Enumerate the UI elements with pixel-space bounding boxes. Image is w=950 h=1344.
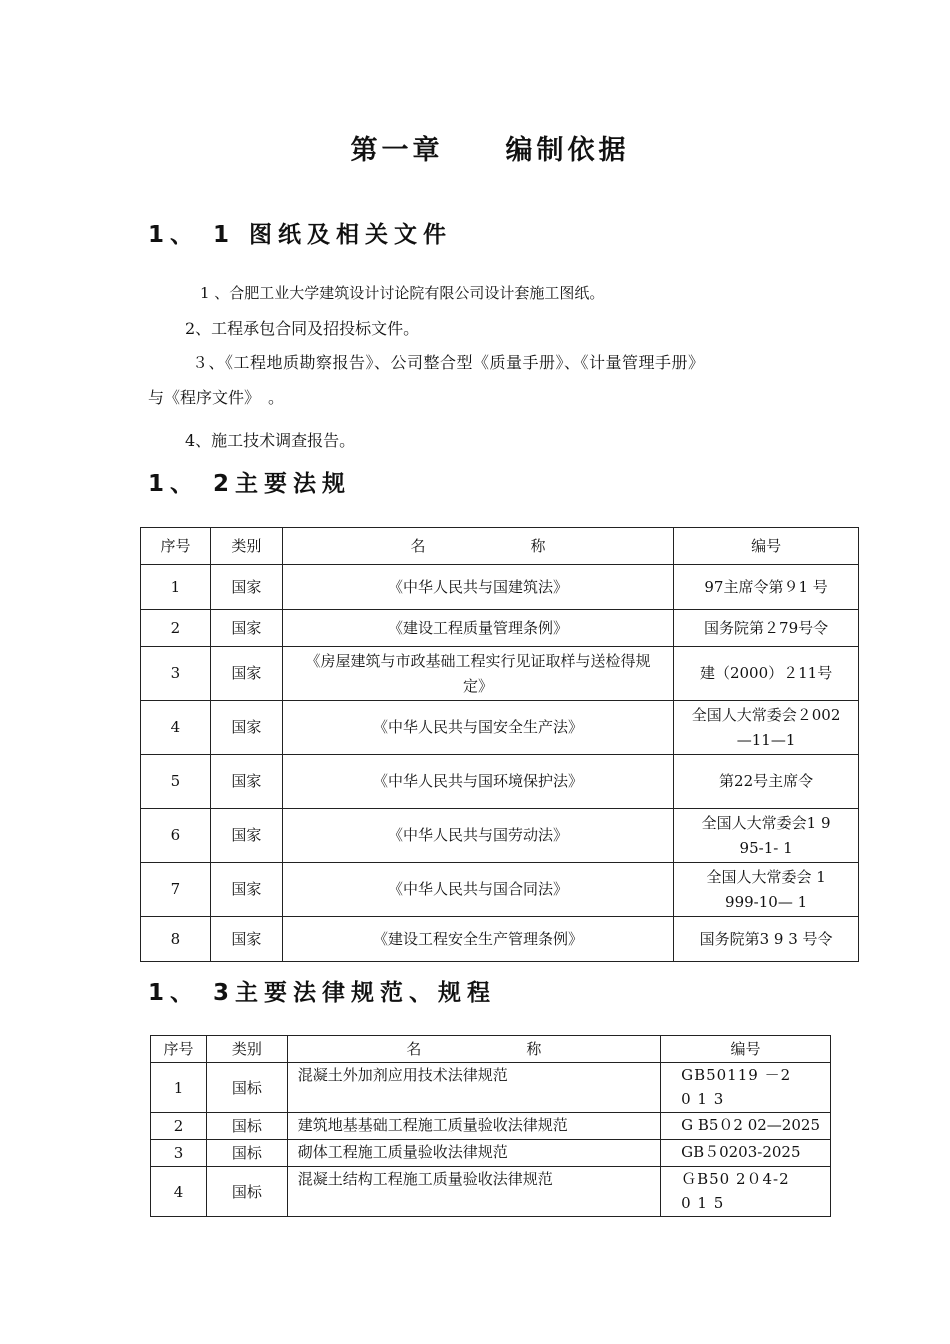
table-row bbox=[141, 565, 859, 610]
table-cell: GB５0203-2025 bbox=[661, 1140, 831, 1167]
list-item: 1 、合肥工业大学建筑设计讨论院有限公司设计套施工图纸。 bbox=[200, 284, 605, 302]
table-cell: 4 bbox=[151, 1167, 207, 1217]
list-item: 与《程序文件》 。 bbox=[148, 388, 285, 407]
table-cell: 第22号主席令 bbox=[674, 755, 859, 809]
table-cell: 全国人大常委会 1 999-10— 1 bbox=[674, 863, 859, 917]
header-cell: 类别 bbox=[210, 528, 282, 565]
table-cell: 2 bbox=[141, 610, 211, 647]
table-row bbox=[151, 1167, 831, 1217]
table-cell: 国家 bbox=[210, 755, 282, 809]
table-row bbox=[141, 917, 859, 962]
list-item: 4、施工技术调查报告。 bbox=[185, 431, 356, 450]
header-cell: 名 称 bbox=[282, 528, 673, 565]
header-cell: 编号 bbox=[661, 1036, 831, 1063]
table-cell: 国标 bbox=[206, 1063, 287, 1113]
header-cell: 类别 bbox=[206, 1036, 287, 1063]
table-cell: 国家 bbox=[210, 610, 282, 647]
table-cell: 1 bbox=[151, 1063, 207, 1113]
table-cell: 97主席令第９1 号 bbox=[674, 565, 859, 610]
table-cell: 混凝土结构工程施工质量验收法律规范 bbox=[287, 1167, 660, 1217]
table-cell: 砌体工程施工质量验收法律规范 bbox=[287, 1140, 660, 1167]
table-row bbox=[141, 610, 859, 647]
table-row bbox=[141, 863, 859, 917]
table-cell: 国家 bbox=[210, 863, 282, 917]
table-cell: 国标 bbox=[206, 1140, 287, 1167]
section-heading-2: 1、 2主要法规 bbox=[148, 471, 352, 497]
table-cell: 3 bbox=[151, 1140, 207, 1167]
table-cell: 国标 bbox=[206, 1167, 287, 1217]
table-cell: 4 bbox=[141, 701, 211, 755]
section-heading-3: 1、 3主要法律规范、规程 bbox=[148, 980, 497, 1006]
table-row bbox=[141, 701, 859, 755]
header-cell: 编号 bbox=[674, 528, 859, 565]
table-cell: 《中华人民共与国合同法》 bbox=[282, 863, 673, 917]
table-cell: 国务院第２79号令 bbox=[674, 610, 859, 647]
table-row bbox=[141, 809, 859, 863]
table-header-row bbox=[141, 528, 859, 565]
table-cell: 国家 bbox=[210, 917, 282, 962]
list-item: ３、《工程地质勘察报告》、公司整合型《质量手册》、《计量管理手册》 bbox=[192, 353, 705, 372]
table-row bbox=[141, 647, 859, 701]
table-cell: 《建设工程质量管理条例》 bbox=[282, 610, 673, 647]
table-cell: 《中华人民共与国安全生产法》 bbox=[282, 701, 673, 755]
table-cell: ＧB50 2０4-2 0 1 5 bbox=[661, 1167, 831, 1217]
table-cell: 1 bbox=[141, 565, 211, 610]
table-cell: 国家 bbox=[210, 647, 282, 701]
table-cell: 3 bbox=[141, 647, 211, 701]
header-cell: 名 称 bbox=[287, 1036, 660, 1063]
table-cell: 国务院第3 9 3 号令 bbox=[674, 917, 859, 962]
table-cell: 《房屋建筑与市政基础工程实行见证取样与送检得规定》 bbox=[282, 647, 673, 701]
standards-table bbox=[150, 1035, 831, 1217]
chapter-title: 第一章 编制依据 bbox=[350, 135, 630, 166]
table-cell: GB50119 －2 0 1 3 bbox=[661, 1063, 831, 1113]
table-header-row bbox=[151, 1036, 831, 1063]
table-cell: 7 bbox=[141, 863, 211, 917]
table-cell: 2 bbox=[151, 1113, 207, 1140]
table-row bbox=[151, 1140, 831, 1167]
header-cell: 序号 bbox=[151, 1036, 207, 1063]
table-cell: 《建设工程安全生产管理条例》 bbox=[282, 917, 673, 962]
table-cell: 6 bbox=[141, 809, 211, 863]
table-cell: 国家 bbox=[210, 565, 282, 610]
section-heading-1: 1、 1 图纸及相关文件 bbox=[148, 222, 453, 248]
table-cell: 全国人大常委会1 9 95-1- 1 bbox=[674, 809, 859, 863]
table-cell: 《中华人民共与国建筑法》 bbox=[282, 565, 673, 610]
table-cell: 8 bbox=[141, 917, 211, 962]
table-row bbox=[151, 1063, 831, 1113]
table-cell: 混凝土外加剂应用技术法律规范 bbox=[287, 1063, 660, 1113]
header-cell: 序号 bbox=[141, 528, 211, 565]
table-cell: 国家 bbox=[210, 809, 282, 863]
table-cell: 国家 bbox=[210, 701, 282, 755]
table-cell: 《中华人民共与国环境保护法》 bbox=[282, 755, 673, 809]
table-row bbox=[141, 755, 859, 809]
table-cell: 国标 bbox=[206, 1113, 287, 1140]
list-item: 2、工程承包合同及招投标文件。 bbox=[185, 319, 420, 338]
table-row bbox=[151, 1113, 831, 1140]
table-cell: G B5０2 02—2025 bbox=[661, 1113, 831, 1140]
table-cell: 5 bbox=[141, 755, 211, 809]
table-cell: 建（2000）２11号 bbox=[674, 647, 859, 701]
table-cell: 全国人大常委会２002—11—1 bbox=[674, 701, 859, 755]
table-cell: 《中华人民共与国劳动法》 bbox=[282, 809, 673, 863]
regulations-table bbox=[140, 527, 859, 962]
table-cell: 建筑地基基础工程施工质量验收法律规范 bbox=[287, 1113, 660, 1140]
